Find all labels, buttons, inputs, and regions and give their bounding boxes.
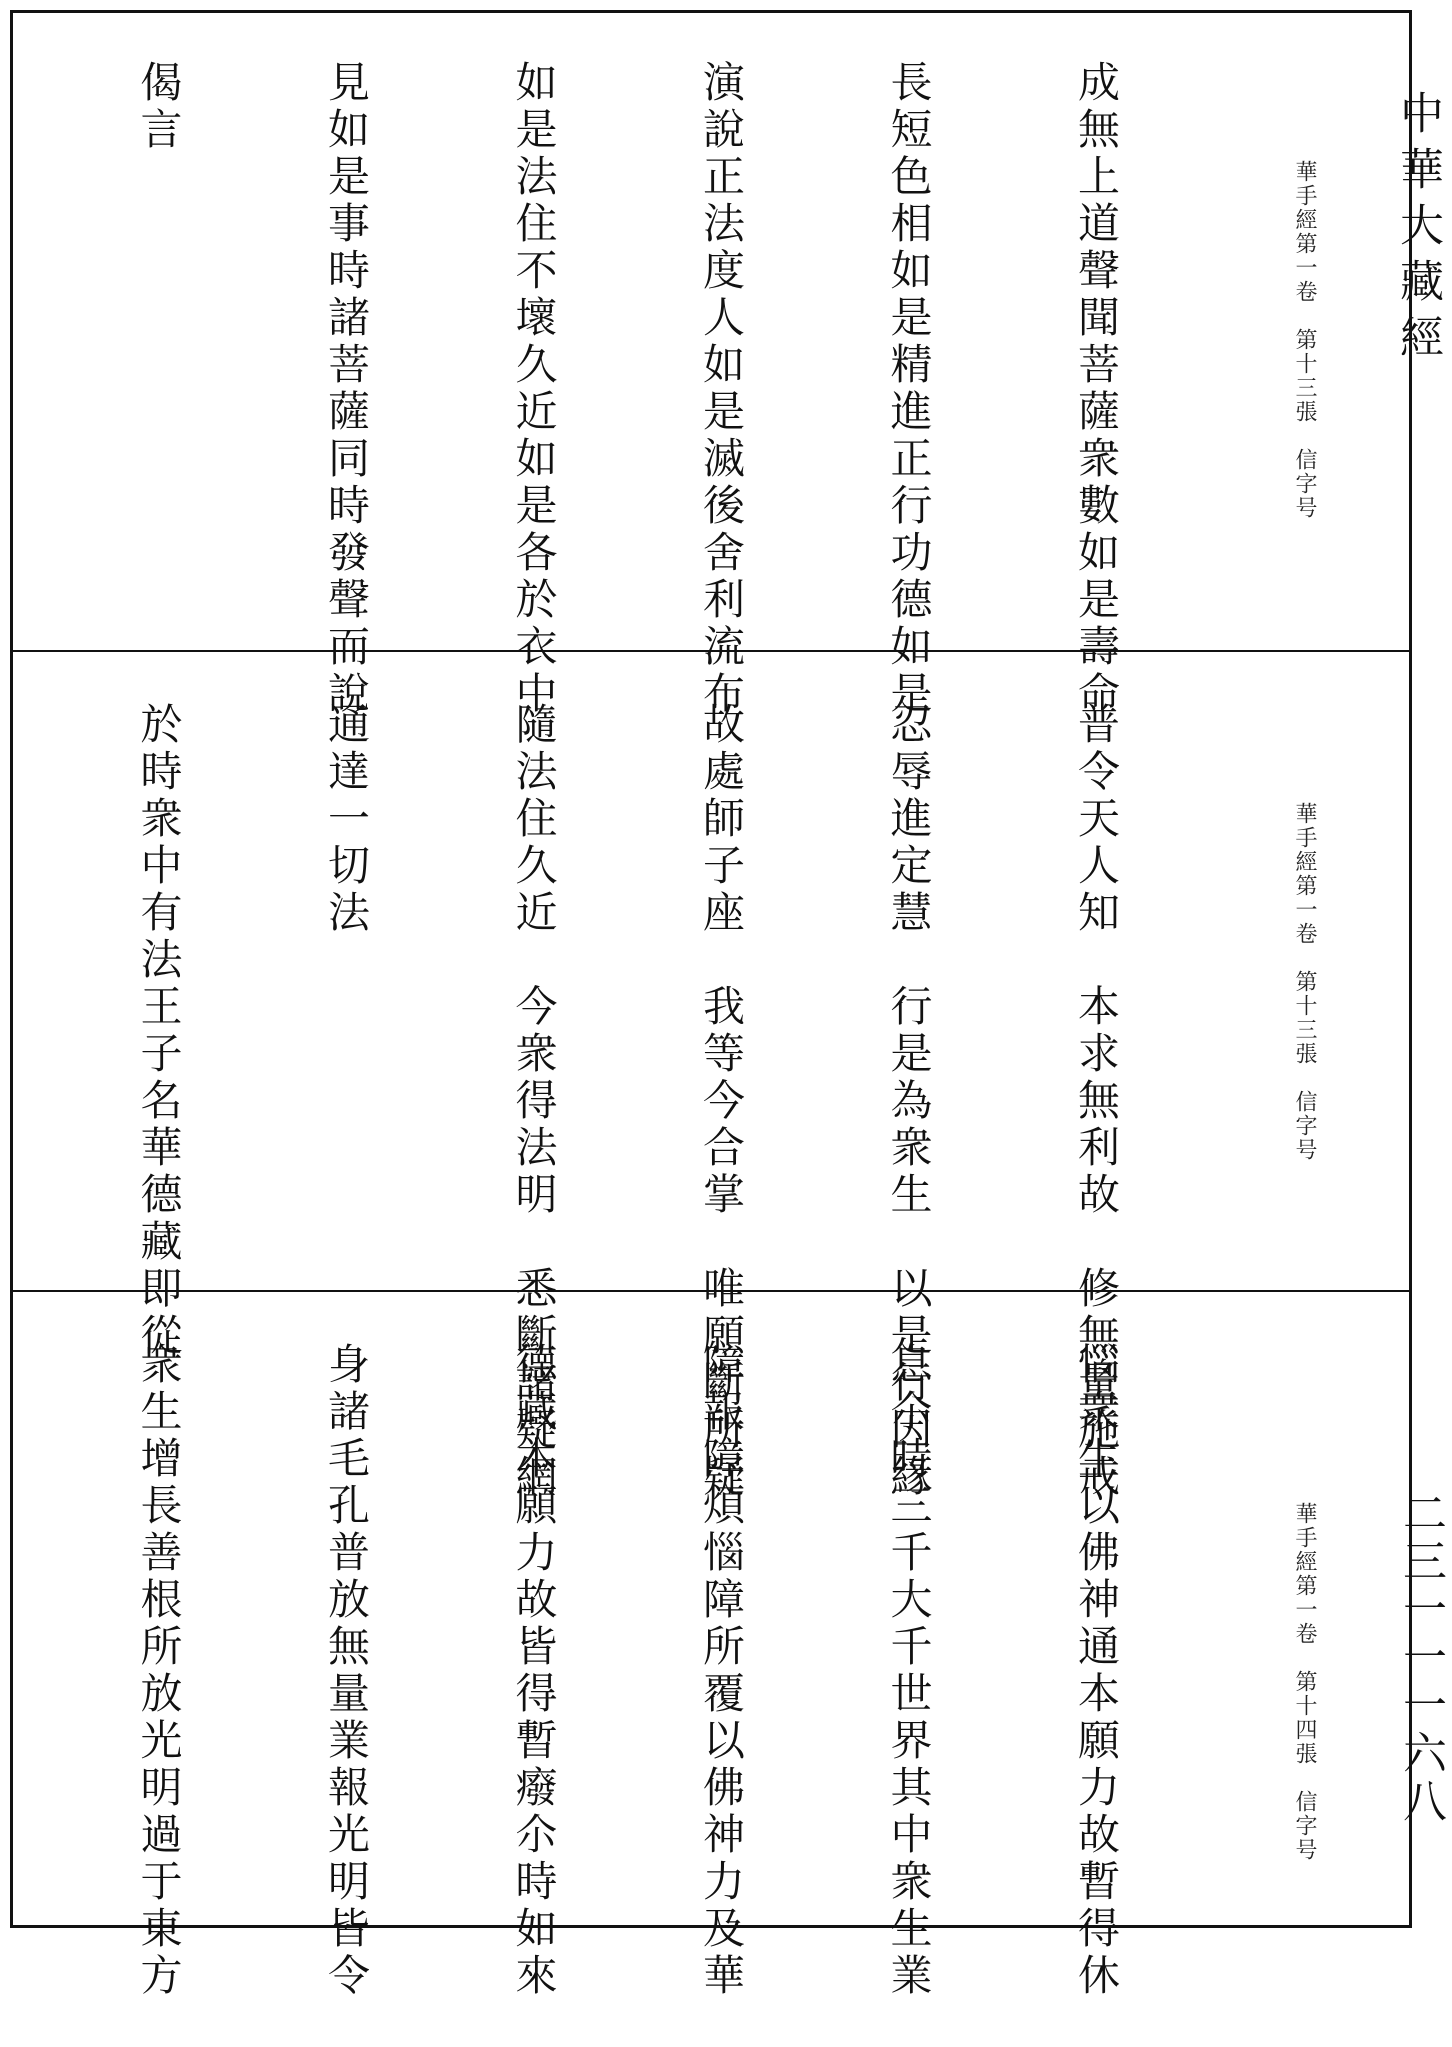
page-number: 二三一一一六八 bbox=[1395, 1490, 1446, 1826]
text-panel-bottom bbox=[10, 1290, 1412, 2000]
marginal-note: 華手經第一卷 第十三張 信字号 bbox=[1292, 160, 1317, 520]
text-line: 息尒時三千大千世界其中衆生業 bbox=[884, 1342, 934, 2000]
text-line: 成無上道聲聞菩薩衆數如是壽命 bbox=[1072, 60, 1121, 718]
text-line: 忍辱進定慧 行是為衆生 以是行因緣 bbox=[884, 702, 934, 1501]
text-line: 演說正法度人如是滅後舍利流布 bbox=[697, 60, 746, 718]
text-line: 惱衆生以佛神通本願力故暫得休 bbox=[1072, 1342, 1121, 2000]
text-line bbox=[0, 1342, 2, 1893]
text-line: 見如是事時諸菩薩同時發聲而說 bbox=[322, 60, 371, 718]
text-panel-top bbox=[10, 10, 1412, 718]
text-line: 偈言 bbox=[134, 60, 184, 154]
text-panel-middle bbox=[10, 650, 1412, 1501]
text-line: 障報障煩惱障所覆以佛神力及華 bbox=[697, 1342, 746, 2000]
text-line: 身諸毛孔普放無量業報光明皆令 bbox=[322, 1342, 371, 2000]
text-line: 故處師子座 我等今合掌 唯願斷所疑 bbox=[697, 702, 746, 1501]
marginal-note: 華手經第一卷 第十三張 信字号 bbox=[1292, 802, 1317, 1162]
text-line bbox=[0, 60, 2, 615]
text-line: 德藏本願力故皆得暫癈尒時如來 bbox=[509, 1342, 559, 2000]
text-line: 通達一切法 bbox=[322, 702, 371, 937]
scripture-text bbox=[75, 1342, 1252, 2000]
text-line: 長短色相如是精進正行功德如是 bbox=[884, 60, 934, 718]
text-line bbox=[0, 702, 2, 1255]
scripture-text bbox=[75, 60, 1252, 718]
text-line: 衆生增長善根所放光明過于東方 bbox=[134, 1342, 184, 2000]
text-line: 如是法住不壞久近如是各於衣中 bbox=[509, 60, 559, 718]
text-line: 隨法住久近 今衆得法明 悉斷諸疑網 bbox=[509, 702, 559, 1501]
text-line: 於時衆中有法王子名華德藏即從 bbox=[134, 702, 184, 1360]
scripture-text bbox=[75, 702, 1252, 1501]
sutra-collection-title: 中華大藏經 bbox=[1392, 90, 1443, 370]
marginal-note: 華手經第一卷 第十四張 信字号 bbox=[1292, 1502, 1317, 1862]
text-line: 普令天人知 本求無利故 修無量施戒 bbox=[1072, 702, 1121, 1501]
